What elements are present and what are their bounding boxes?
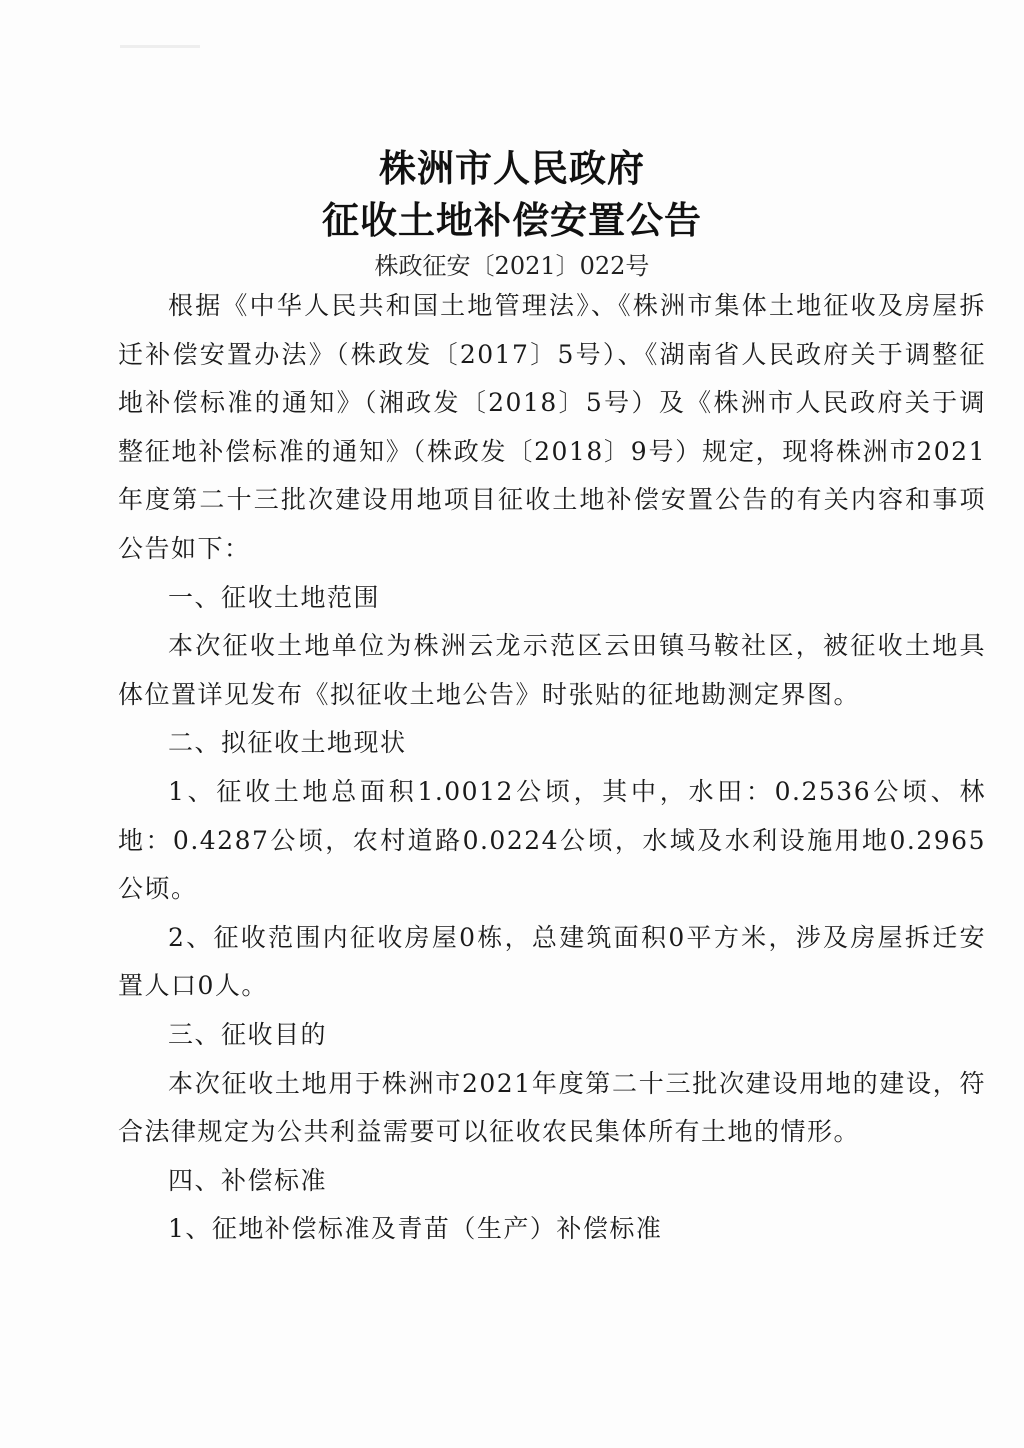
document-title-issuer: 株洲市人民政府	[379, 147, 645, 190]
section-status-item-1: 1、征收土地总面积1.0012公顷，其中，水田：0.2536公顷、林地：0.4287公顷，农村道路0.0224公顷，水域及水利设施用地0.2965公顷。	[118, 776, 986, 904]
section-purpose-text: 本次征收土地用于株洲市2021年度第二十三批次建设用地的建设，符合法律规定为公共利益需要可以征收农民集体所有土地的情形。	[118, 1068, 986, 1147]
section-heading-status: 二、拟征收土地现状	[168, 728, 407, 758]
intro-paragraph: 根据《中华人民共和国土地管理法》、《株洲市集体土地征收及房屋拆迁补偿安置办法》（株政发〔2017〕5号）、《湖南省人民政府关于调整征地补偿标准的通知》（湘政发〔2018〕5号）及《株洲市人民政府关于调整征地补偿标准的通知》（株政发〔2018〕9号）规定，现将株洲市2021年度第二十三批次建设用地项目征收土地补偿安置公告的有关内容和事项公告如下：	[118, 291, 986, 563]
section-compensation-item-1: 1、征地补偿标准及青苗（生产）补偿标准	[168, 1214, 663, 1244]
section-status-item-2: 2、征收范围内征收房屋0栋，总建筑面积0平方米，涉及房屋拆迁安置人口0人。	[118, 922, 986, 1001]
section-heading-scope: 一、征收土地范围	[168, 582, 381, 612]
document-body	[118, 282, 986, 1254]
section-heading-compensation: 四、补偿标准	[168, 1165, 328, 1195]
document-number: 株政征安〔2021〕022号	[374, 252, 650, 280]
scan-artifact	[120, 45, 200, 48]
section-scope-text: 本次征收土地单位为株洲云龙示范区云田镇马鞍社区，被征收土地具体位置详见发布《拟征收土地公告》时张贴的征地勘测定界图。	[118, 631, 986, 709]
document-title-subject: 征收土地补偿安置公告	[322, 199, 702, 242]
section-heading-purpose: 三、征收目的	[168, 1019, 328, 1049]
